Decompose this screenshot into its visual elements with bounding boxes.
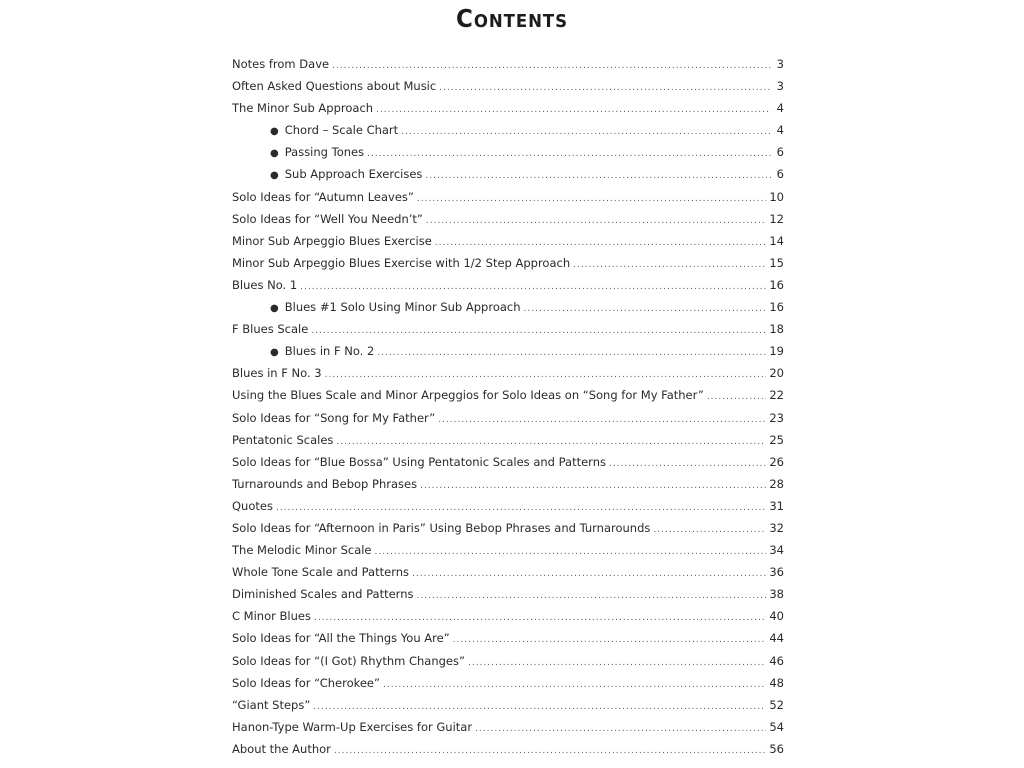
toc-entry <box>232 362 784 384</box>
toc-entry-title: Solo Ideas for “(I Got) Rhythm Changes” <box>232 653 465 668</box>
bullet-icon: ● <box>270 148 279 160</box>
toc-entry-title: F Blues Scale <box>232 322 309 337</box>
dot-leader <box>475 718 766 738</box>
dot-leader <box>573 254 766 274</box>
dot-leader <box>377 342 766 362</box>
dot-leader <box>336 431 766 451</box>
dot-leader <box>453 629 767 649</box>
toc-entry <box>232 473 784 495</box>
toc-entry-title: Solo Ideas for “Cherokee” <box>232 675 380 690</box>
toc-page-number: 20 <box>769 366 784 381</box>
toc-subentry <box>232 340 784 362</box>
toc-entry <box>232 451 784 473</box>
toc-page-number: 15 <box>769 255 784 270</box>
dot-leader <box>426 210 766 230</box>
toc-page-number: 52 <box>769 697 784 712</box>
toc-entry-title: Blues #1 Solo Using Minor Sub Approach <box>284 300 521 315</box>
dot-leader <box>375 541 767 561</box>
toc-page-number: 4 <box>776 101 784 116</box>
toc-entry-title: Solo Ideas for “Well You Needn’t” <box>232 211 423 226</box>
toc-page-number: 16 <box>769 277 784 292</box>
dot-leader <box>524 298 767 318</box>
toc-page-number: 32 <box>769 520 784 535</box>
dot-leader <box>325 364 767 384</box>
toc-entry-title: The Minor Sub Approach <box>232 101 374 116</box>
toc-page-number: 26 <box>769 454 784 469</box>
toc-page-number: 4 <box>776 123 784 138</box>
toc-page-number: 25 <box>769 432 784 447</box>
toc-entry <box>232 539 784 561</box>
dot-leader <box>313 696 766 716</box>
toc-entry-title: Quotes <box>232 498 273 513</box>
toc-entry-title: Diminished Scales and Patterns <box>232 587 414 602</box>
toc-entry <box>232 495 784 517</box>
toc-entry-title: C Minor Blues <box>232 609 311 624</box>
table-of-contents <box>232 53 784 760</box>
toc-entry-title: Solo Ideas for “Blue Bossa” Using Pentatonic Scales and Patterns <box>232 454 606 469</box>
toc-entry <box>232 252 784 274</box>
toc-page-number: 46 <box>769 653 784 668</box>
bullet-icon: ● <box>270 303 279 315</box>
toc-entry-title: Chord – Scale Chart <box>284 123 399 138</box>
toc-page-number: 56 <box>769 741 784 756</box>
toc-entry <box>232 694 784 716</box>
toc-entry <box>232 627 784 649</box>
toc-subentry <box>232 296 784 318</box>
toc-page-number: 22 <box>769 388 784 403</box>
toc-page-number: 48 <box>769 675 784 690</box>
toc-entry-title: “Giant Steps” <box>232 697 311 712</box>
toc-entry <box>232 274 784 296</box>
toc-entry <box>232 517 784 539</box>
toc-page-number: 18 <box>769 322 784 337</box>
toc-entry <box>232 738 784 760</box>
toc-entry-title: Turnarounds and Bebop Phrases <box>232 476 418 491</box>
dot-leader <box>300 276 766 296</box>
toc-entry <box>232 75 784 97</box>
toc-page-number: 23 <box>769 410 784 425</box>
dot-leader <box>332 55 771 75</box>
toc-subentry <box>232 163 784 185</box>
dot-leader <box>311 320 766 340</box>
dot-leader <box>438 409 766 429</box>
toc-entry-title: Solo Ideas for “Autumn Leaves” <box>232 189 414 204</box>
toc-page-number: 36 <box>769 565 784 580</box>
toc-entry-title: Hanon-Type Warm-Up Exercises for Guitar <box>232 719 473 734</box>
page-title: Contents <box>456 4 568 33</box>
toc-entry <box>232 318 784 340</box>
toc-entry-title: Blues No. 1 <box>232 277 298 292</box>
toc-entry <box>232 561 784 583</box>
dot-leader <box>383 674 766 694</box>
toc-entry-title: Minor Sub Arpeggio Blues Exercise with 1/2 Step Approach <box>232 255 571 270</box>
toc-entry-title: Solo Ideas for “All the Things You Are” <box>232 631 450 646</box>
toc-entry <box>232 53 784 75</box>
dot-leader <box>367 143 771 163</box>
toc-entry <box>232 672 784 694</box>
toc-page-number: 19 <box>769 344 784 359</box>
toc-entry <box>232 583 784 605</box>
toc-entry-title: Blues in F No. 3 <box>232 366 322 381</box>
toc-page-number: 28 <box>769 476 784 491</box>
toc-page-number: 12 <box>769 211 784 226</box>
toc-page-number: 31 <box>769 498 784 513</box>
dot-leader <box>412 563 766 583</box>
toc-page-number: 3 <box>776 79 784 94</box>
toc-subentry <box>232 141 784 163</box>
toc-entry-title: About the Author <box>232 741 331 756</box>
toc-page-number: 34 <box>769 543 784 558</box>
toc-page-number: 44 <box>769 631 784 646</box>
toc-page-number: 10 <box>769 189 784 204</box>
toc-entry <box>232 650 784 672</box>
dot-leader <box>435 232 767 252</box>
toc-entry-title: Sub Approach Exercises <box>284 167 423 182</box>
toc-subentry <box>232 119 784 141</box>
toc-entry <box>232 407 784 429</box>
toc-entry-title: Pentatonic Scales <box>232 432 334 447</box>
dot-leader <box>653 519 766 539</box>
toc-page-number: 3 <box>776 57 784 71</box>
toc-page-number: 6 <box>776 145 784 160</box>
toc-entry-title: Using the Blues Scale and Minor Arpeggios for Solo Ideas on “Song for My Father” <box>232 388 704 403</box>
dot-leader <box>468 652 766 672</box>
dot-leader <box>416 585 766 605</box>
toc-entry-title: Solo Ideas for “Song for My Father” <box>232 410 436 425</box>
toc-entry <box>232 208 784 230</box>
toc-entry-title: Whole Tone Scale and Patterns <box>232 565 409 580</box>
dot-leader <box>334 740 766 760</box>
dot-leader <box>425 165 771 185</box>
toc-entry <box>232 186 784 208</box>
toc-page-number: 38 <box>769 587 784 602</box>
toc-entry-title: Solo Ideas for “Afternoon in Paris” Using Bebop Phrases and Turnarounds <box>232 520 651 535</box>
bullet-icon: ● <box>270 170 279 182</box>
bullet-icon: ● <box>270 126 279 138</box>
toc-entry-title: Passing Tones <box>284 145 365 160</box>
toc-entry <box>232 716 784 738</box>
toc-entry-title: The Melodic Minor Scale <box>232 543 372 558</box>
toc-entry <box>232 97 784 119</box>
dot-leader <box>707 386 767 406</box>
toc-entry-title: Notes from Dave <box>232 57 330 71</box>
toc-page-number: 40 <box>769 609 784 624</box>
dot-leader <box>376 99 771 119</box>
bullet-icon: ● <box>270 347 279 359</box>
toc-page-number: 54 <box>769 719 784 734</box>
toc-entry <box>232 384 784 406</box>
toc-entry <box>232 230 784 252</box>
toc-entry-title: Minor Sub Arpeggio Blues Exercise <box>232 233 432 248</box>
toc-page-number: 14 <box>769 233 784 248</box>
toc-page-number: 16 <box>769 300 784 315</box>
toc-entry-title: Blues in F No. 2 <box>284 344 375 359</box>
dot-leader <box>439 77 771 97</box>
dot-leader <box>417 188 766 208</box>
toc-entry-title: Often Asked Questions about Music <box>232 79 437 94</box>
dot-leader <box>401 121 771 141</box>
toc-page-number: 6 <box>776 167 784 182</box>
dot-leader <box>314 607 766 627</box>
toc-entry <box>232 605 784 627</box>
dot-leader <box>609 453 766 473</box>
toc-entry <box>232 429 784 451</box>
dot-leader <box>420 475 766 495</box>
dot-leader <box>276 497 766 517</box>
